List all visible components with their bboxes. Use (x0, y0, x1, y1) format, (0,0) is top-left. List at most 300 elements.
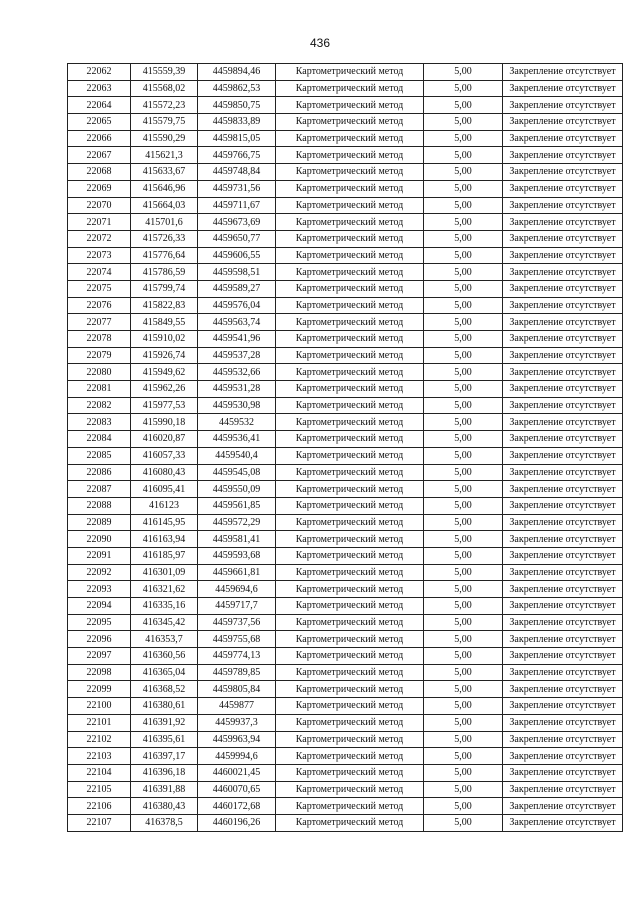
accuracy-cell: 5,00 (424, 497, 503, 514)
fixation-cell: Закрепление отсутствует (503, 564, 623, 581)
x-coordinate-cell: 416123 (131, 497, 198, 514)
table-row (68, 447, 623, 464)
fixation-cell: Закрепление отсутствует (503, 197, 623, 214)
method-cell: Картометрический метод (276, 130, 424, 147)
table-row (68, 347, 623, 364)
x-coordinate-cell: 415568,02 (131, 80, 198, 97)
fixation-cell: Закрепление отсутствует (503, 731, 623, 748)
y-coordinate-cell: 4459731,56 (198, 180, 276, 197)
table-row (68, 381, 623, 398)
method-cell: Картометрический метод (276, 230, 424, 247)
table-row (68, 531, 623, 548)
point-number-cell: 22075 (68, 280, 131, 297)
table-row (68, 214, 623, 231)
table-row (68, 314, 623, 331)
fixation-cell: Закрепление отсутствует (503, 80, 623, 97)
accuracy-cell: 5,00 (424, 147, 503, 164)
y-coordinate-cell: 4459994,6 (198, 748, 276, 765)
point-number-cell: 22092 (68, 564, 131, 581)
table-row (68, 264, 623, 281)
x-coordinate-cell: 415849,55 (131, 314, 198, 331)
table-row (68, 364, 623, 381)
point-number-cell: 22104 (68, 764, 131, 781)
fixation-cell: Закрепление отсутствует (503, 297, 623, 314)
fixation-cell: Закрепление отсутствует (503, 714, 623, 731)
point-number-cell: 22071 (68, 214, 131, 231)
accuracy-cell: 5,00 (424, 531, 503, 548)
table-row (68, 598, 623, 615)
table-row (68, 798, 623, 815)
table-row (68, 764, 623, 781)
point-number-cell: 22083 (68, 414, 131, 431)
y-coordinate-cell: 4459531,28 (198, 381, 276, 398)
table-row (68, 731, 623, 748)
x-coordinate-cell: 415664,03 (131, 197, 198, 214)
y-coordinate-cell: 4459894,46 (198, 64, 276, 81)
point-number-cell: 22069 (68, 180, 131, 197)
accuracy-cell: 5,00 (424, 197, 503, 214)
x-coordinate-cell: 415977,53 (131, 397, 198, 414)
fixation-cell: Закрепление отсутствует (503, 97, 623, 114)
accuracy-cell: 5,00 (424, 681, 503, 698)
y-coordinate-cell: 4459540,4 (198, 447, 276, 464)
x-coordinate-cell: 416345,42 (131, 614, 198, 631)
y-coordinate-cell: 4459561,85 (198, 497, 276, 514)
accuracy-cell: 5,00 (424, 280, 503, 297)
table-row (68, 464, 623, 481)
y-coordinate-cell: 4459563,74 (198, 314, 276, 331)
table-row (68, 397, 623, 414)
y-coordinate-cell: 4459805,84 (198, 681, 276, 698)
fixation-cell: Закрепление отсутствует (503, 481, 623, 498)
x-coordinate-cell: 415786,59 (131, 264, 198, 281)
coordinates-table (67, 63, 623, 832)
table-row (68, 748, 623, 765)
fixation-cell: Закрепление отсутствует (503, 547, 623, 564)
fixation-cell: Закрепление отсутствует (503, 130, 623, 147)
point-number-cell: 22086 (68, 464, 131, 481)
method-cell: Картометрический метод (276, 514, 424, 531)
x-coordinate-cell: 415726,33 (131, 230, 198, 247)
point-number-cell: 22064 (68, 97, 131, 114)
fixation-cell: Закрепление отсутствует (503, 447, 623, 464)
x-coordinate-cell: 416301,09 (131, 564, 198, 581)
accuracy-cell: 5,00 (424, 414, 503, 431)
y-coordinate-cell: 4459661,81 (198, 564, 276, 581)
method-cell: Картометрический метод (276, 798, 424, 815)
x-coordinate-cell: 415962,26 (131, 381, 198, 398)
y-coordinate-cell: 4459576,04 (198, 297, 276, 314)
accuracy-cell: 5,00 (424, 381, 503, 398)
table-row (68, 781, 623, 798)
accuracy-cell: 5,00 (424, 547, 503, 564)
x-coordinate-cell: 416335,16 (131, 598, 198, 615)
method-cell: Картометрический метод (276, 264, 424, 281)
method-cell: Картометрический метод (276, 731, 424, 748)
method-cell: Картометрический метод (276, 497, 424, 514)
method-cell: Картометрический метод (276, 464, 424, 481)
accuracy-cell: 5,00 (424, 814, 503, 831)
y-coordinate-cell: 4459737,56 (198, 614, 276, 631)
table-row (68, 514, 623, 531)
y-coordinate-cell: 4459581,41 (198, 531, 276, 548)
y-coordinate-cell: 4459862,53 (198, 80, 276, 97)
method-cell: Картометрический метод (276, 114, 424, 131)
accuracy-cell: 5,00 (424, 631, 503, 648)
method-cell: Картометрический метод (276, 681, 424, 698)
fixation-cell: Закрепление отсутствует (503, 381, 623, 398)
table-row (68, 547, 623, 564)
fixation-cell: Закрепление отсутствует (503, 364, 623, 381)
y-coordinate-cell: 4459850,75 (198, 97, 276, 114)
accuracy-cell: 5,00 (424, 64, 503, 81)
accuracy-cell: 5,00 (424, 130, 503, 147)
fixation-cell: Закрепление отсутствует (503, 664, 623, 681)
fixation-cell: Закрепление отсутствует (503, 64, 623, 81)
x-coordinate-cell: 415926,74 (131, 347, 198, 364)
method-cell: Картометрический метод (276, 214, 424, 231)
fixation-cell: Закрепление отсутствует (503, 464, 623, 481)
y-coordinate-cell: 4459550,09 (198, 481, 276, 498)
accuracy-cell: 5,00 (424, 764, 503, 781)
point-number-cell: 22079 (68, 347, 131, 364)
table-row (68, 814, 623, 831)
point-number-cell: 22066 (68, 130, 131, 147)
x-coordinate-cell: 416145,95 (131, 514, 198, 531)
y-coordinate-cell: 4460021,45 (198, 764, 276, 781)
point-number-cell: 22101 (68, 714, 131, 731)
y-coordinate-cell: 4459537,28 (198, 347, 276, 364)
accuracy-cell: 5,00 (424, 331, 503, 348)
y-coordinate-cell: 4459694,6 (198, 581, 276, 598)
fixation-cell: Закрепление отсутствует (503, 748, 623, 765)
point-number-cell: 22097 (68, 648, 131, 665)
table-row (68, 497, 623, 514)
table-row (68, 331, 623, 348)
point-number-cell: 22090 (68, 531, 131, 548)
method-cell: Картометрический метод (276, 714, 424, 731)
y-coordinate-cell: 4459532,66 (198, 364, 276, 381)
fixation-cell: Закрепление отсутствует (503, 431, 623, 448)
table-row (68, 564, 623, 581)
fixation-cell: Закрепление отсутствует (503, 214, 623, 231)
method-cell: Картометрический метод (276, 331, 424, 348)
method-cell: Картометрический метод (276, 314, 424, 331)
x-coordinate-cell: 415590,29 (131, 130, 198, 147)
accuracy-cell: 5,00 (424, 230, 503, 247)
x-coordinate-cell: 416360,56 (131, 648, 198, 665)
accuracy-cell: 5,00 (424, 180, 503, 197)
table-row (68, 180, 623, 197)
y-coordinate-cell: 4460070,65 (198, 781, 276, 798)
accuracy-cell: 5,00 (424, 614, 503, 631)
accuracy-cell: 5,00 (424, 164, 503, 181)
point-number-cell: 22098 (68, 664, 131, 681)
x-coordinate-cell: 416397,17 (131, 748, 198, 765)
method-cell: Картометрический метод (276, 147, 424, 164)
accuracy-cell: 5,00 (424, 80, 503, 97)
accuracy-cell: 5,00 (424, 431, 503, 448)
method-cell: Картометрический метод (276, 581, 424, 598)
table-row (68, 431, 623, 448)
y-coordinate-cell: 4459717,7 (198, 598, 276, 615)
method-cell: Картометрический метод (276, 748, 424, 765)
accuracy-cell: 5,00 (424, 564, 503, 581)
table-row (68, 648, 623, 665)
x-coordinate-cell: 416395,61 (131, 731, 198, 748)
y-coordinate-cell: 4459593,68 (198, 547, 276, 564)
point-number-cell: 22091 (68, 547, 131, 564)
accuracy-cell: 5,00 (424, 264, 503, 281)
x-coordinate-cell: 416057,33 (131, 447, 198, 464)
accuracy-cell: 5,00 (424, 798, 503, 815)
fixation-cell: Закрепление отсутствует (503, 698, 623, 715)
point-number-cell: 22072 (68, 230, 131, 247)
point-number-cell: 22074 (68, 264, 131, 281)
table-row (68, 80, 623, 97)
method-cell: Картометрический метод (276, 531, 424, 548)
y-coordinate-cell: 4459572,29 (198, 514, 276, 531)
x-coordinate-cell: 415822,83 (131, 297, 198, 314)
fixation-cell: Закрепление отсутствует (503, 164, 623, 181)
method-cell: Картометрический метод (276, 297, 424, 314)
method-cell: Картометрический метод (276, 397, 424, 414)
table-row (68, 147, 623, 164)
fixation-cell: Закрепление отсутствует (503, 514, 623, 531)
method-cell: Картометрический метод (276, 614, 424, 631)
method-cell: Картометрический метод (276, 664, 424, 681)
point-number-cell: 22105 (68, 781, 131, 798)
fixation-cell: Закрепление отсутствует (503, 798, 623, 815)
accuracy-cell: 5,00 (424, 364, 503, 381)
x-coordinate-cell: 415559,39 (131, 64, 198, 81)
x-coordinate-cell: 416365,04 (131, 664, 198, 681)
fixation-cell: Закрепление отсутствует (503, 247, 623, 264)
accuracy-cell: 5,00 (424, 731, 503, 748)
table-row (68, 197, 623, 214)
table-row (68, 581, 623, 598)
point-number-cell: 22095 (68, 614, 131, 631)
fixation-cell: Закрепление отсутствует (503, 497, 623, 514)
accuracy-cell: 5,00 (424, 781, 503, 798)
table-row (68, 97, 623, 114)
method-cell: Картометрический метод (276, 814, 424, 831)
page-number: 436 (309, 36, 331, 50)
x-coordinate-cell: 415949,62 (131, 364, 198, 381)
table-row (68, 614, 623, 631)
accuracy-cell: 5,00 (424, 297, 503, 314)
method-cell: Картометрический метод (276, 180, 424, 197)
point-number-cell: 22065 (68, 114, 131, 131)
y-coordinate-cell: 4459963,94 (198, 731, 276, 748)
y-coordinate-cell: 4459766,75 (198, 147, 276, 164)
accuracy-cell: 5,00 (424, 481, 503, 498)
x-coordinate-cell: 415776,64 (131, 247, 198, 264)
x-coordinate-cell: 416163,94 (131, 531, 198, 548)
y-coordinate-cell: 4459711,67 (198, 197, 276, 214)
table-row (68, 64, 623, 81)
x-coordinate-cell: 416391,88 (131, 781, 198, 798)
x-coordinate-cell: 416368,52 (131, 681, 198, 698)
y-coordinate-cell: 4459833,89 (198, 114, 276, 131)
point-number-cell: 22099 (68, 681, 131, 698)
x-coordinate-cell: 415646,96 (131, 180, 198, 197)
fixation-cell: Закрепление отсутствует (503, 681, 623, 698)
x-coordinate-cell: 415701,6 (131, 214, 198, 231)
fixation-cell: Закрепление отсутствует (503, 230, 623, 247)
point-number-cell: 22078 (68, 331, 131, 348)
method-cell: Картометрический метод (276, 564, 424, 581)
point-number-cell: 22077 (68, 314, 131, 331)
point-number-cell: 22106 (68, 798, 131, 815)
x-coordinate-cell: 416353,7 (131, 631, 198, 648)
point-number-cell: 22081 (68, 381, 131, 398)
method-cell: Картометрический метод (276, 447, 424, 464)
accuracy-cell: 5,00 (424, 114, 503, 131)
method-cell: Картометрический метод (276, 631, 424, 648)
y-coordinate-cell: 4460172,68 (198, 798, 276, 815)
point-number-cell: 22084 (68, 431, 131, 448)
method-cell: Картометрический метод (276, 347, 424, 364)
point-number-cell: 22070 (68, 197, 131, 214)
fixation-cell: Закрепление отсутствует (503, 581, 623, 598)
accuracy-cell: 5,00 (424, 314, 503, 331)
point-number-cell: 22068 (68, 164, 131, 181)
point-number-cell: 22093 (68, 581, 131, 598)
table-body (68, 64, 623, 832)
accuracy-cell: 5,00 (424, 514, 503, 531)
fixation-cell: Закрепление отсутствует (503, 781, 623, 798)
table-row (68, 164, 623, 181)
method-cell: Картометрический метод (276, 764, 424, 781)
y-coordinate-cell: 4459536,41 (198, 431, 276, 448)
fixation-cell: Закрепление отсутствует (503, 414, 623, 431)
method-cell: Картометрический метод (276, 197, 424, 214)
y-coordinate-cell: 4459748,84 (198, 164, 276, 181)
method-cell: Картометрический метод (276, 414, 424, 431)
fixation-cell: Закрепление отсутствует (503, 264, 623, 281)
method-cell: Картометрический метод (276, 80, 424, 97)
x-coordinate-cell: 416380,43 (131, 798, 198, 815)
x-coordinate-cell: 415633,67 (131, 164, 198, 181)
table-row (68, 247, 623, 264)
method-cell: Картометрический метод (276, 547, 424, 564)
fixation-cell: Закрепление отсутствует (503, 397, 623, 414)
method-cell: Картометрический метод (276, 164, 424, 181)
table-row (68, 414, 623, 431)
table-row (68, 114, 623, 131)
fixation-cell: Закрепление отсутствует (503, 114, 623, 131)
point-number-cell: 22067 (68, 147, 131, 164)
y-coordinate-cell: 4459532 (198, 414, 276, 431)
y-coordinate-cell: 4459774,13 (198, 648, 276, 665)
y-coordinate-cell: 4459606,55 (198, 247, 276, 264)
point-number-cell: 22087 (68, 481, 131, 498)
x-coordinate-cell: 415572,23 (131, 97, 198, 114)
x-coordinate-cell: 415990,18 (131, 414, 198, 431)
point-number-cell: 22085 (68, 447, 131, 464)
fixation-cell: Закрепление отсутствует (503, 614, 623, 631)
point-number-cell: 22073 (68, 247, 131, 264)
method-cell: Картометрический метод (276, 64, 424, 81)
method-cell: Картометрический метод (276, 781, 424, 798)
x-coordinate-cell: 415579,75 (131, 114, 198, 131)
y-coordinate-cell: 4459598,51 (198, 264, 276, 281)
accuracy-cell: 5,00 (424, 748, 503, 765)
table-row (68, 130, 623, 147)
x-coordinate-cell: 416378,5 (131, 814, 198, 831)
method-cell: Картометрический метод (276, 648, 424, 665)
point-number-cell: 22062 (68, 64, 131, 81)
x-coordinate-cell: 416020,87 (131, 431, 198, 448)
table-row (68, 631, 623, 648)
accuracy-cell: 5,00 (424, 464, 503, 481)
y-coordinate-cell: 4459589,27 (198, 280, 276, 297)
x-coordinate-cell: 415621,3 (131, 147, 198, 164)
y-coordinate-cell: 4459755,68 (198, 631, 276, 648)
fixation-cell: Закрепление отсутствует (503, 631, 623, 648)
fixation-cell: Закрепление отсутствует (503, 147, 623, 164)
x-coordinate-cell: 416185,97 (131, 547, 198, 564)
table-row (68, 698, 623, 715)
method-cell: Картометрический метод (276, 247, 424, 264)
accuracy-cell: 5,00 (424, 581, 503, 598)
point-number-cell: 22089 (68, 514, 131, 531)
table-row (68, 664, 623, 681)
method-cell: Картометрический метод (276, 280, 424, 297)
accuracy-cell: 5,00 (424, 598, 503, 615)
accuracy-cell: 5,00 (424, 397, 503, 414)
x-coordinate-cell: 416391,92 (131, 714, 198, 731)
method-cell: Картометрический метод (276, 598, 424, 615)
method-cell: Картометрический метод (276, 97, 424, 114)
accuracy-cell: 5,00 (424, 664, 503, 681)
x-coordinate-cell: 415799,74 (131, 280, 198, 297)
accuracy-cell: 5,00 (424, 714, 503, 731)
point-number-cell: 22096 (68, 631, 131, 648)
fixation-cell: Закрепление отсутствует (503, 598, 623, 615)
y-coordinate-cell: 4459545,08 (198, 464, 276, 481)
fixation-cell: Закрепление отсутствует (503, 331, 623, 348)
table-row (68, 714, 623, 731)
table-row (68, 481, 623, 498)
y-coordinate-cell: 4459815,05 (198, 130, 276, 147)
x-coordinate-cell: 416396,18 (131, 764, 198, 781)
point-number-cell: 22082 (68, 397, 131, 414)
point-number-cell: 22103 (68, 748, 131, 765)
point-number-cell: 22088 (68, 497, 131, 514)
table-row (68, 297, 623, 314)
y-coordinate-cell: 4460196,26 (198, 814, 276, 831)
y-coordinate-cell: 4459541,96 (198, 331, 276, 348)
fixation-cell: Закрепление отсутствует (503, 314, 623, 331)
x-coordinate-cell: 415910,02 (131, 331, 198, 348)
x-coordinate-cell: 416380,61 (131, 698, 198, 715)
accuracy-cell: 5,00 (424, 247, 503, 264)
method-cell: Картометрический метод (276, 431, 424, 448)
fixation-cell: Закрепление отсутствует (503, 648, 623, 665)
method-cell: Картометрический метод (276, 698, 424, 715)
accuracy-cell: 5,00 (424, 214, 503, 231)
fixation-cell: Закрепление отсутствует (503, 531, 623, 548)
y-coordinate-cell: 4459877 (198, 698, 276, 715)
point-number-cell: 22100 (68, 698, 131, 715)
y-coordinate-cell: 4459673,69 (198, 214, 276, 231)
point-number-cell: 22080 (68, 364, 131, 381)
fixation-cell: Закрепление отсутствует (503, 764, 623, 781)
y-coordinate-cell: 4459937,3 (198, 714, 276, 731)
table-row (68, 681, 623, 698)
